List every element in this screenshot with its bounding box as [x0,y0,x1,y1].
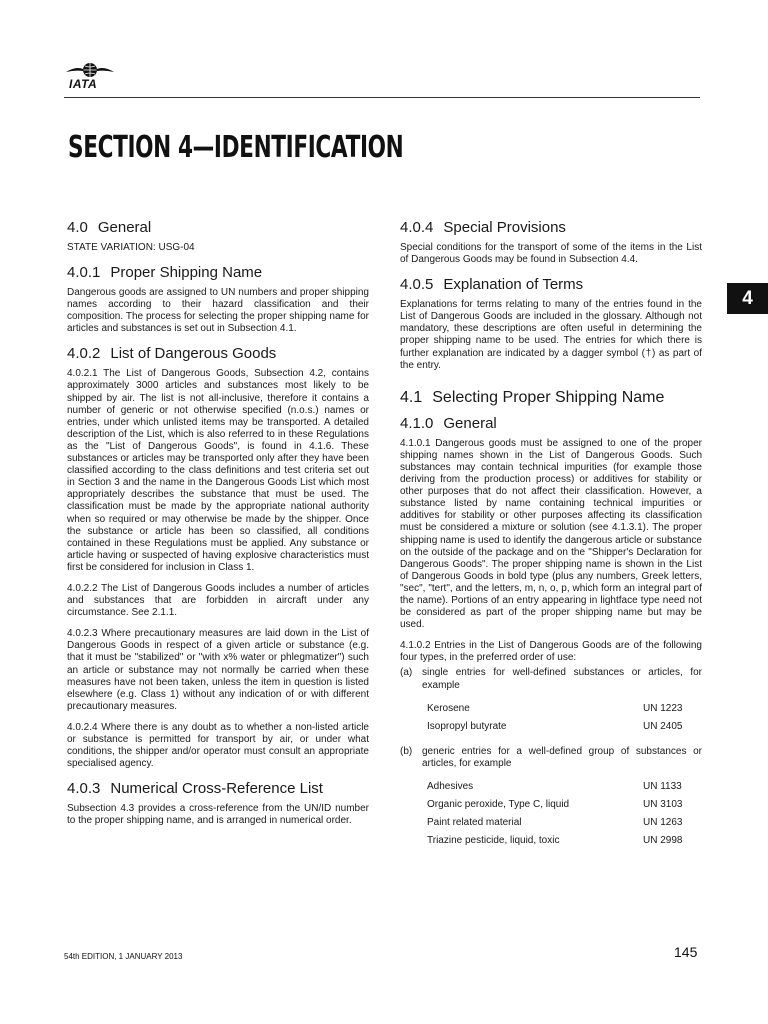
heading-number: 4.1 [400,388,423,406]
heading-title: General [97,219,152,236]
heading-number: 4.0.4 [400,219,434,236]
paragraph-4-1-0-2: 4.1.0.2 Entries in the List of Dangerous Goods are of the following four types, in the preferred order of use: [400,640,702,664]
heading-number: 4.1.0 [400,414,434,432]
heading-title: Special Provisions [443,219,566,236]
heading-4-1 [400,388,702,408]
right-column [400,218,702,860]
table-row [427,778,695,796]
heading-number: 4.0.2 [67,345,101,363]
paragraph-4-0-2-1: 4.0.2.1 The List of Dangerous Goods, Subsection 4.2, contains approximately 3000 articles and substances most likely to be shipped by air. The list is not all-inclusive, therefore it contains a number of generic or not otherwise specified (n.o.s.) names or entries, under which unlisted items may be transported. A detailed description of the List, which is also referred to in these Regulations as the "List of Dangerous Goods", is found in 4.1.6. These substances or articles may be transported only after they have been classified according to the class definitions and test criteria set out in Section 3 and the name in the Dangerous Goods List which most appropriately describes the substance that must be used. The classification must be made by the appropriate national authority when so required or may otherwise be made by the shipper. Once the substance or article has been so classified, all conditions contained in these Regulations must be applied. Any substance or article having or suspected of having explosive characteristics must first be considered for inclusion in Class 1. [67,368,369,573]
heading-4-0-2 [67,344,369,364]
list-item-b [400,746,702,770]
heading-4-0 [67,218,369,238]
entry-name: Adhesives [427,781,474,793]
heading-4-1-0 [400,414,702,434]
heading-title: List of Dangerous Goods [110,345,277,363]
section-title: SECTION 4—IDENTIFICATION [68,130,404,165]
heading-number: 4.0.3 [67,780,101,798]
heading-title: Proper Shipping Name [110,264,263,281]
logo-text: IATA [69,77,98,91]
left-column [67,218,369,836]
entry-un-number: UN 1133 [643,781,682,793]
entry-un-number: UN 3103 [643,799,683,811]
table-row [427,718,695,736]
heading-title: Numerical Cross-Reference List [110,780,323,798]
heading-4-0-1 [67,263,369,283]
entry-name: Organic peroxide, Type C, liquid [427,799,570,811]
heading-4-0-5 [400,275,702,295]
header-rule [64,97,700,98]
heading-number: 4.0 [67,219,88,236]
paragraph-4-0-2-4: 4.0.2.4 Where there is any doubt as to whether a non-listed article or substance is permitted for transport by air, or under what conditions, the shipper and/or operator must consult an appropriate specialised agency. [67,721,369,770]
heading-title: Selecting Proper Shipping Name [432,388,665,406]
paragraph-4-0-2-3: 4.0.2.3 Where precautionary measures are laid down in the List of Dangerous Goods in respect of a given article or substance (e.g. that it must be "stabilized" or "with x% water or phlegmatizer") such an article or substance may not normally be carried when these measures have not been taken, unless the item in question is listed elsewhere (e.g. Class 1) without any indication of or with different precautionary measures. [67,628,369,712]
paragraph-4-0-4: Special conditions for the transport of some of the items in the List of Dangerous Goods may be found in Subsection 4.4. [400,242,702,266]
heading-title: General [443,414,497,432]
heading-4-0-4 [400,218,702,238]
entries-table-b [427,778,695,850]
entry-name: Triazine pesticide, liquid, toxic [427,835,560,847]
entry-name: Kerosene [427,703,470,715]
table-row [427,796,695,814]
heading-number: 4.0.1 [67,264,101,281]
paragraph-4-1-0-1: 4.1.0.1 Dangerous goods must be assigned to one of the proper shipping names shown in the List of Dangerous Goods. Such substances may contain technical impurities (for example those deriving from the production process) or additives for stability or other purposes that do not affect their classification. However, a substance listed by name containing technical impurities or additives for stability or other purposes affecting its classification must be considered a mixture or solution (see 4.1.3.1). The proper shipping name is used to identify the dangerous article or substance on the outside of the package and on the "Shipper's Declaration for Dangerous Goods". The proper shipping name is shown in the List of Dangerous Goods in bold type (plus any numbers, Greek letters, "sec", "tert", and the letters, m, n, o, p, which form an integral part of the name). Portions of an entry appearing in lightface type need not be considered as part of the proper shipping name but may be used. [400,437,702,631]
paragraph-4-0-1: Dangerous goods are assigned to UN numbers and proper shipping names according to their hazard classification and their composition. The process for selecting the proper shipping name for articles and substances is set out in Subsection 4.1. [67,287,369,335]
heading-number: 4.0.5 [400,276,434,294]
paragraph-4-0-3: Subsection 4.3 provides a cross-reference from the UN/ID number to the proper shipping name, and is arranged in numerical order. [67,803,369,827]
entries-table-a [427,700,695,736]
table-row [427,700,695,718]
list-marker: (b) [400,745,413,757]
section-tab: 4 [727,283,768,314]
entry-name: Isopropyl butyrate [427,721,507,733]
heading-title: Explanation of Terms [443,276,584,294]
footer-edition: 54th EDITION, 1 JANUARY 2013 [64,952,183,961]
paragraph-4-0-2-2: 4.0.2.2 The List of Dangerous Goods includes a number of articles and substances that are forbidden in aircraft under any circumstance. See 2.1.1. [67,582,369,619]
entry-un-number: UN 2405 [643,721,683,733]
paragraph-4-0-5: Explanations for terms relating to many of the entries found in the List of Dangerous Goods are included in the glossary. Although not mandatory, these descriptions are often useful in determining the proper shipping name to be used. The entries for which there is further explanation are indicated by a dagger symbol (†) as part of the entry. [400,299,702,371]
list-marker: (a) [400,667,413,679]
entry-un-number: UN 2998 [643,835,683,847]
page-number: 145 [674,944,698,960]
list-text: generic entries for a well-defined group of substances or articles, for example [422,745,702,769]
table-row [427,814,695,832]
list-text: single entries for well-defined substances or articles, for example [422,667,702,691]
entry-name: Paint related material [427,817,522,829]
state-variation: STATE VARIATION: USG-04 [67,242,195,253]
entry-un-number: UN 1263 [643,817,683,829]
entry-un-number: UN 1223 [643,703,683,715]
list-item-a [400,667,702,691]
table-row [427,832,695,850]
heading-4-0-3 [67,779,369,799]
